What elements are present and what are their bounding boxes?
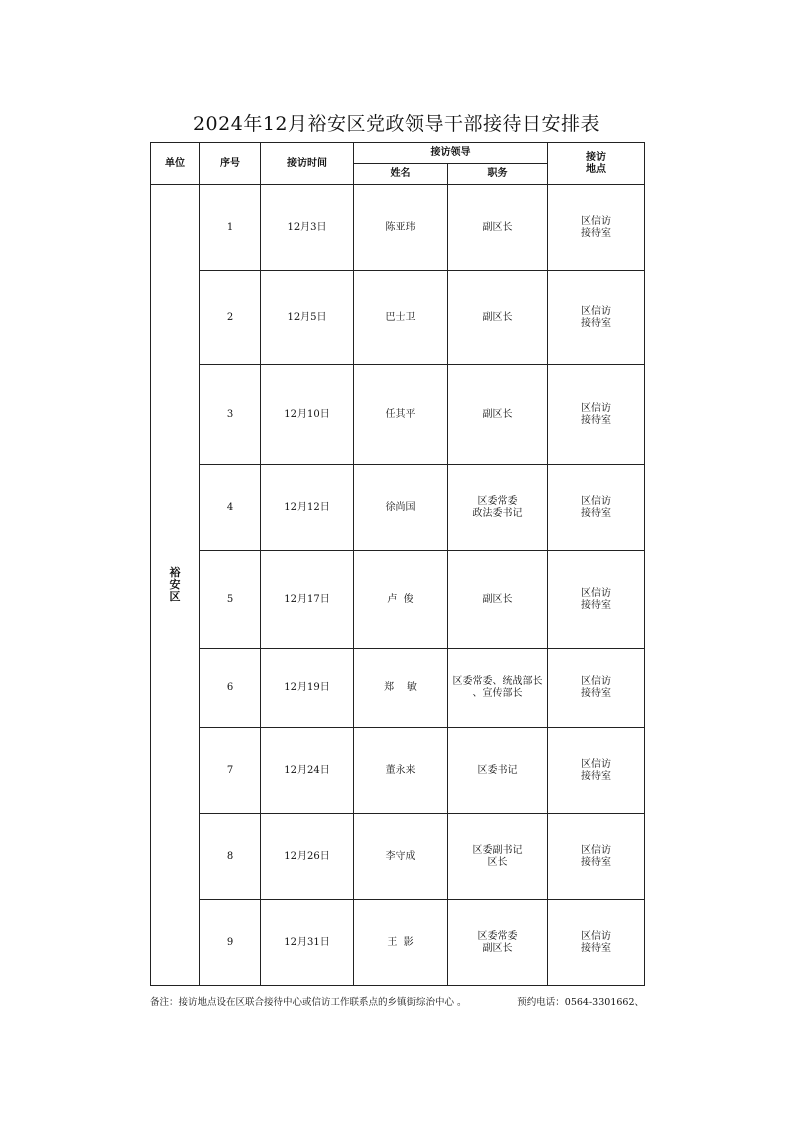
cell-name: 陈亚玮	[354, 185, 448, 271]
cell-date: 12月19日	[261, 649, 354, 728]
cell-date: 12月31日	[261, 900, 354, 986]
table-row	[151, 185, 645, 271]
cell-date: 12月26日	[261, 814, 354, 900]
cell-location: 区信访 接待室	[548, 271, 645, 365]
footer-note: 备注：接访地点设在区联合接待中心或信访工作联系点的乡镇街综治中心 。	[150, 997, 467, 1008]
header-location: 接访 地点	[548, 143, 645, 185]
page-title: 2024年12月裕安区党政领导干部接待日安排表	[192, 113, 601, 135]
cell-location: 区信访 接待室	[548, 649, 645, 728]
cell-position: 区委书记	[448, 728, 548, 814]
header-leader-group: 接访领导	[354, 143, 548, 164]
footer	[150, 994, 644, 1008]
table-row	[151, 365, 645, 465]
table-row	[151, 814, 645, 900]
cell-seq: 7	[200, 728, 261, 814]
cell-position: 副区长	[448, 271, 548, 365]
cell-name: 郑 敏	[354, 649, 448, 728]
cell-date: 12月24日	[261, 728, 354, 814]
cell-seq: 1	[200, 185, 261, 271]
schedule-table	[150, 142, 645, 986]
cell-date: 12月12日	[261, 465, 354, 551]
cell-name: 任其平	[354, 365, 448, 465]
cell-name: 王 影	[354, 900, 448, 986]
cell-seq: 8	[200, 814, 261, 900]
cell-position: 副区长	[448, 551, 548, 649]
table-row	[151, 551, 645, 649]
cell-position: 区委常委 政法委书记	[448, 465, 548, 551]
cell-seq: 6	[200, 649, 261, 728]
cell-name: 李守成	[354, 814, 448, 900]
table-row	[151, 465, 645, 551]
cell-date: 12月3日	[261, 185, 354, 271]
cell-name: 巴士卫	[354, 271, 448, 365]
header-seq: 序号	[200, 143, 261, 185]
header-time: 接访时间	[261, 143, 354, 185]
table-row	[151, 649, 645, 728]
cell-date: 12月17日	[261, 551, 354, 649]
cell-location: 区信访 接待室	[548, 728, 645, 814]
cell-location: 区信访 接待室	[548, 900, 645, 986]
cell-position: 副区长	[448, 365, 548, 465]
cell-name: 卢 俊	[354, 551, 448, 649]
cell-seq: 3	[200, 365, 261, 465]
header-unit: 单位	[151, 143, 200, 185]
cell-seq: 9	[200, 900, 261, 986]
header-name: 姓名	[354, 164, 448, 185]
cell-seq: 2	[200, 271, 261, 365]
cell-seq: 5	[200, 551, 261, 649]
table-row	[151, 900, 645, 986]
unit-cell: 裕 安 区	[151, 185, 200, 986]
cell-date: 12月10日	[261, 365, 354, 465]
cell-position: 区委副书记 区长	[448, 814, 548, 900]
table-row	[151, 728, 645, 814]
header-row	[151, 143, 645, 164]
cell-location: 区信访 接待室	[548, 365, 645, 465]
header-position: 职务	[448, 164, 548, 185]
cell-position: 区委常委、统战部长 、宣传部长	[448, 649, 548, 728]
footer-phone: 预约电话：0564-3301662、	[517, 997, 644, 1008]
cell-location: 区信访 接待室	[548, 551, 645, 649]
cell-name: 董永来	[354, 728, 448, 814]
cell-name: 徐尚国	[354, 465, 448, 551]
cell-location: 区信访 接待室	[548, 465, 645, 551]
cell-date: 12月5日	[261, 271, 354, 365]
cell-position: 副区长	[448, 185, 548, 271]
cell-location: 区信访 接待室	[548, 185, 645, 271]
cell-position: 区委常委 副区长	[448, 900, 548, 986]
cell-seq: 4	[200, 465, 261, 551]
table-row	[151, 271, 645, 365]
cell-location: 区信访 接待室	[548, 814, 645, 900]
